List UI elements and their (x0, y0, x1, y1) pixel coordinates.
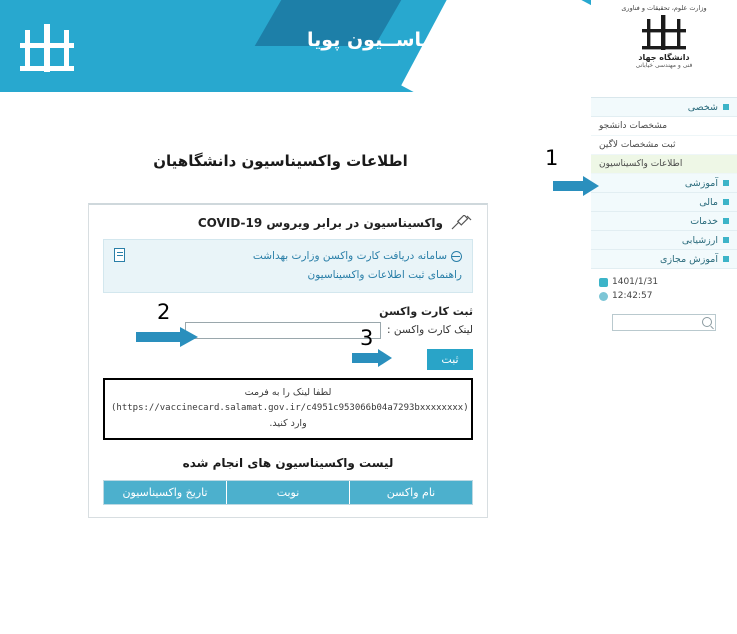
time-value: 12:42:57 (612, 291, 653, 302)
university-name: دانشگاه جهاد (638, 53, 690, 62)
link-label: سامانه دریافت کارت واکسن وزارت بهداشت (252, 250, 447, 262)
hint-url-example: (https://vaccinecard.salamat.gov.ir/c4951c953066b04a7293bxxxxxxxx) (111, 402, 469, 413)
sidebar-item-student-profile[interactable] (591, 117, 737, 136)
annotation-arrow-3 (352, 349, 392, 370)
table-header-cell-dose: نوبت (226, 481, 349, 504)
time-row (599, 289, 729, 303)
university-monogram-icon (591, 13, 737, 53)
banner-title-line1: سیســتم اتوماســیون پویا (307, 29, 547, 51)
sidebar-group-label: ارزشیابی (681, 234, 718, 246)
bottom-gutter (0, 621, 591, 634)
vaccination-list-title: لیست واکسیناسیون های انجام شده (182, 456, 394, 471)
square-bullet-icon (723, 104, 729, 110)
annotation-number-2: 2 (157, 300, 171, 324)
card-header-label: واکسیناسیون در برابر ویروس COVID-19 (197, 216, 443, 230)
sidebar-item-login-details[interactable] (591, 136, 737, 155)
banner-title (307, 26, 547, 71)
external-link-health-ministry[interactable] (114, 247, 462, 266)
date-row (599, 275, 729, 289)
square-bullet-icon (723, 237, 729, 243)
search-input[interactable] (612, 314, 716, 331)
annotation-arrow-2 (136, 327, 198, 350)
globe-icon (451, 251, 462, 262)
annotation-number-3: 3 (360, 326, 374, 350)
vaccination-card-panel (88, 203, 488, 518)
vaccination-table-header (103, 480, 473, 505)
university-subtitle: فنی و مهندسی خیابانی (635, 62, 693, 69)
sidebar-group-evaluation[interactable] (591, 231, 737, 250)
sidebar-group-financial[interactable] (591, 193, 737, 212)
annotation-arrow-1 (553, 176, 599, 199)
syringe-icon (451, 215, 473, 231)
square-bullet-icon (723, 218, 729, 224)
main-content (0, 97, 591, 537)
page-title: اطلاعات واکسیناسیون دانشگاهیان (153, 152, 408, 170)
sidebar-group-label: مالی (699, 196, 718, 208)
sidebar-group-virtual-education[interactable] (591, 250, 737, 269)
vaccine-link-input[interactable] (185, 322, 381, 339)
sadjad-monogram-icon (18, 22, 76, 74)
square-bullet-icon (723, 256, 729, 262)
calendar-icon (599, 278, 608, 287)
hint-line1: لطفا لینک را به فرمت (244, 386, 332, 398)
banner-title-line2: دانشگاه سجاد (482, 55, 547, 69)
format-hint-box (103, 378, 473, 441)
sidebar-group-education[interactable] (591, 174, 737, 193)
annotation-number-1: 1 (545, 146, 559, 170)
table-header-cell-name: نام واکسن (349, 481, 472, 504)
search-icon (702, 317, 712, 327)
sidebar-group-label: خدمات (690, 215, 718, 227)
university-branding (591, 0, 737, 97)
submit-button[interactable]: ثبت (427, 349, 473, 370)
sidebar-item-label: ثبت مشخصات لاگین (599, 140, 676, 150)
sidebar-item-label: اطلاعات واکسیناسیون (599, 159, 683, 169)
date-value: 1401/1/31 (612, 277, 659, 287)
sidebar-item-vaccination-info[interactable] (591, 155, 737, 174)
square-bullet-icon (723, 180, 729, 186)
sidebar-group-personal[interactable] (591, 98, 737, 117)
clock-icon (599, 292, 608, 301)
table-header-cell-date: تاریخ واکسیناسیون (104, 481, 226, 504)
sidebar-group-services[interactable] (591, 212, 737, 231)
sidebar-group-label: شخصی (687, 101, 718, 113)
link-label: راهنمای ثبت اطلاعات واکسیناسیون (307, 268, 462, 281)
external-link-guide[interactable] (114, 266, 462, 285)
card-header (103, 215, 473, 239)
hint-line2: وارد کنید. (269, 418, 307, 430)
ministry-label: وزارت علوم، تحقیقات و فناوری (621, 4, 707, 12)
date-time-block (591, 273, 737, 306)
sidebar-menu (591, 97, 737, 269)
sidebar-group-label: آموزشی (684, 177, 718, 189)
document-icon (114, 248, 125, 262)
vaccine-link-label: لینک کارت واکسن : (387, 324, 473, 337)
sidebar-item-label: مشخصات دانشجو (599, 121, 668, 131)
field-group-label: ثبت کارت واکسن (379, 304, 473, 318)
square-bullet-icon (723, 199, 729, 205)
links-panel (103, 239, 473, 293)
sidebar-group-label: آموزش مجازی (660, 253, 718, 265)
sidebar (591, 0, 737, 537)
